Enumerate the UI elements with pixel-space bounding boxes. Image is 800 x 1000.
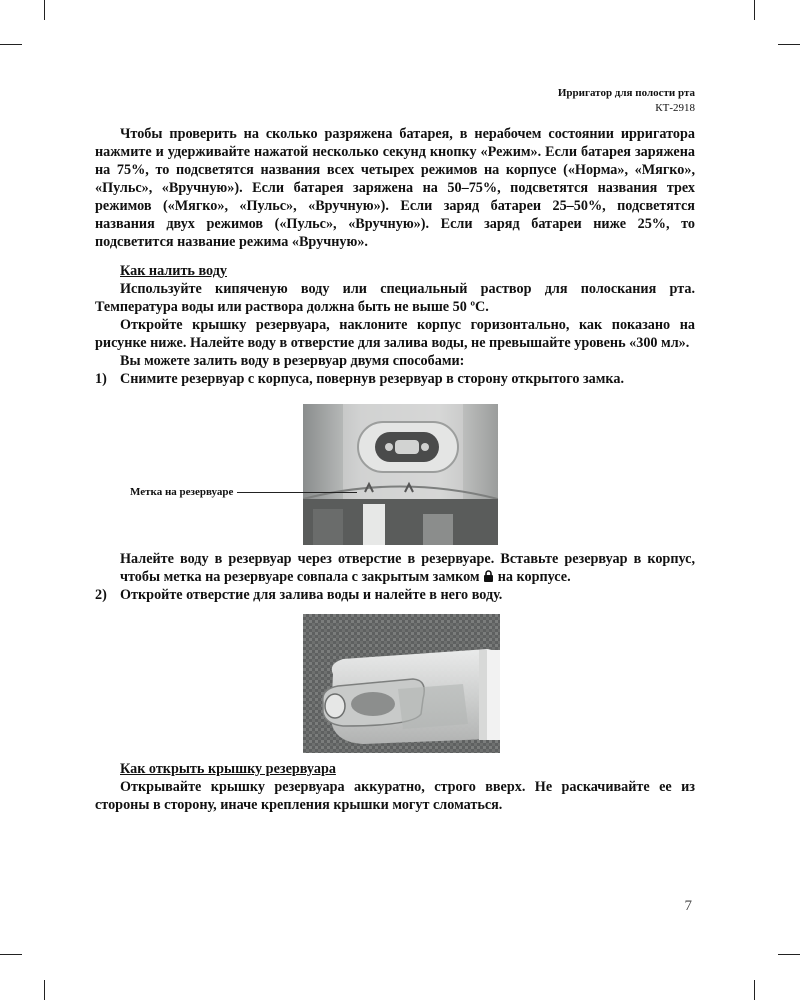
list-text: Налейте воду в резервуар через отверстие в резервуаре. Вставьте резервуар в корпус, чтобы метка на резервуаре совпала с закрытым замком: [120, 551, 695, 585]
crop-mark: [44, 980, 45, 1000]
lock-icon: [483, 570, 494, 582]
callout-line: [237, 492, 357, 493]
crop-mark: [754, 0, 755, 20]
list-text: Откройте отверстие для залива воды и налейте в него воду.: [120, 587, 503, 603]
page-number: 7: [684, 898, 692, 914]
crop-mark: [0, 44, 22, 45]
list-number: 1): [95, 371, 107, 387]
intro-block: [95, 125, 695, 251]
running-header: [558, 86, 695, 116]
reservoir-mark-callout: [130, 486, 357, 498]
fill-section-continued: [95, 550, 695, 604]
section-heading: Как открыть крышку резервуара: [120, 761, 336, 777]
fill-section: [95, 262, 695, 388]
callout-label: Метка на резервуаре: [130, 486, 234, 498]
list-item-continuation: [95, 550, 695, 586]
list-text: на корпусе.: [497, 569, 571, 585]
list-number: 2): [95, 587, 107, 603]
crop-mark: [754, 980, 755, 1000]
open-section: [95, 760, 695, 814]
section-heading: Как налить воду: [120, 263, 227, 279]
paragraph: Откройте крышку резервуара, наклоните корпус горизонтально, как показано на рисунке ниже. Налейте воду в отверстие для залива воды, не превышайте уровень «300 мл».: [95, 317, 695, 351]
list-item: [95, 370, 695, 388]
fill-opening-photo: [303, 614, 500, 753]
intro-paragraph: Чтобы проверить на сколько разряжена батарея, в нерабочем состоянии ирригатора нажмите и удерживайте нажатой несколько секунд кнопку «Режим». Если батарея заряжена на 75%, то подсветятся названия всех четырех режимов на корпусе («Норма», «Мягко», «Пульс», «Вручную»). Если батарея заряжена на 50–75%, подсветятся названия трех режимов («Мягко», «Пульс», «Вручную»). Если заряд батареи 25–50%, подсветятся названия двух режимов («Пульс», «Вручную»). Если заряд батареи ниже 25%, то подсветится название режима «Вручную».: [95, 126, 695, 250]
crop-mark: [778, 44, 800, 45]
header-model: КТ-2918: [655, 102, 695, 114]
crop-mark: [778, 954, 800, 955]
paragraph: Открывайте крышку резервуара аккуратно, строго вверх. Не раскачивайте ее из стороны в сторону, иначе крепления крышки могут сломаться.: [95, 779, 695, 813]
crop-mark: [0, 954, 22, 955]
paragraph: Вы можете залить воду в резервуар двумя способами:: [120, 353, 465, 369]
reservoir-mark-photo: [303, 404, 498, 545]
paragraph: Используйте кипяченую воду или специальный раствор для полоскания рта. Температура воды или раствора должна быть не выше 50 ºС.: [95, 281, 695, 315]
list-item: [95, 586, 695, 604]
header-title: Ирригатор для полости рта: [557, 87, 695, 99]
list-text: Снимите резервуар с корпуса, повернув резервуар в сторону открытого замка.: [120, 371, 625, 387]
crop-mark: [44, 0, 45, 20]
